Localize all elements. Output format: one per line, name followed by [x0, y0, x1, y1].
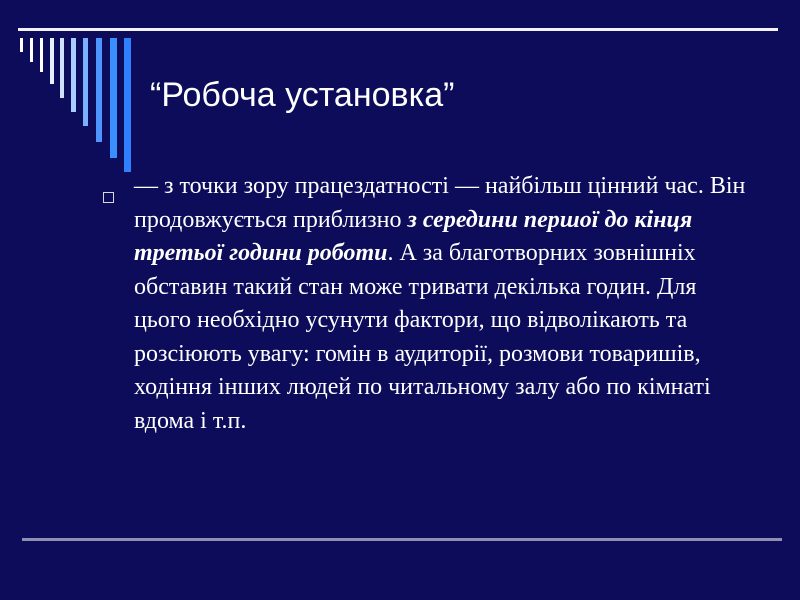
slide-title: “Робоча установка”	[150, 76, 455, 114]
stripe-5	[60, 38, 64, 98]
stripe-9	[110, 38, 117, 158]
bottom-divider-line	[22, 538, 782, 541]
stripe-3	[40, 38, 43, 72]
body-text-part-2: . А за благотворних зовнішніх обставин такий стан може тривати декілька годин. Для цього необхідно усунути фактори, що відволікають та розсіюють увагу: гомін в аудиторії, розмови товаришів, ходіння інших людей по читальному залу або по кімнаті вдома і т.п.	[134, 240, 711, 434]
body-text-part-1: — з точки зору працездатності — найбільш цінний час. Він продовжується приблизно	[134, 173, 746, 233]
stripe-2	[30, 38, 33, 62]
stripe-7	[83, 38, 88, 126]
body-text-emphasis: з середини першої до кінця третьої години роботи	[134, 206, 693, 266]
stripe-8	[96, 38, 102, 142]
slide-body-text	[134, 170, 754, 438]
stripe-4	[50, 38, 54, 84]
stripe-1	[20, 38, 23, 52]
stripe-6	[71, 38, 76, 112]
decorative-stripes	[0, 0, 140, 200]
bullet-square-icon	[103, 192, 114, 203]
stripe-10	[124, 38, 131, 172]
